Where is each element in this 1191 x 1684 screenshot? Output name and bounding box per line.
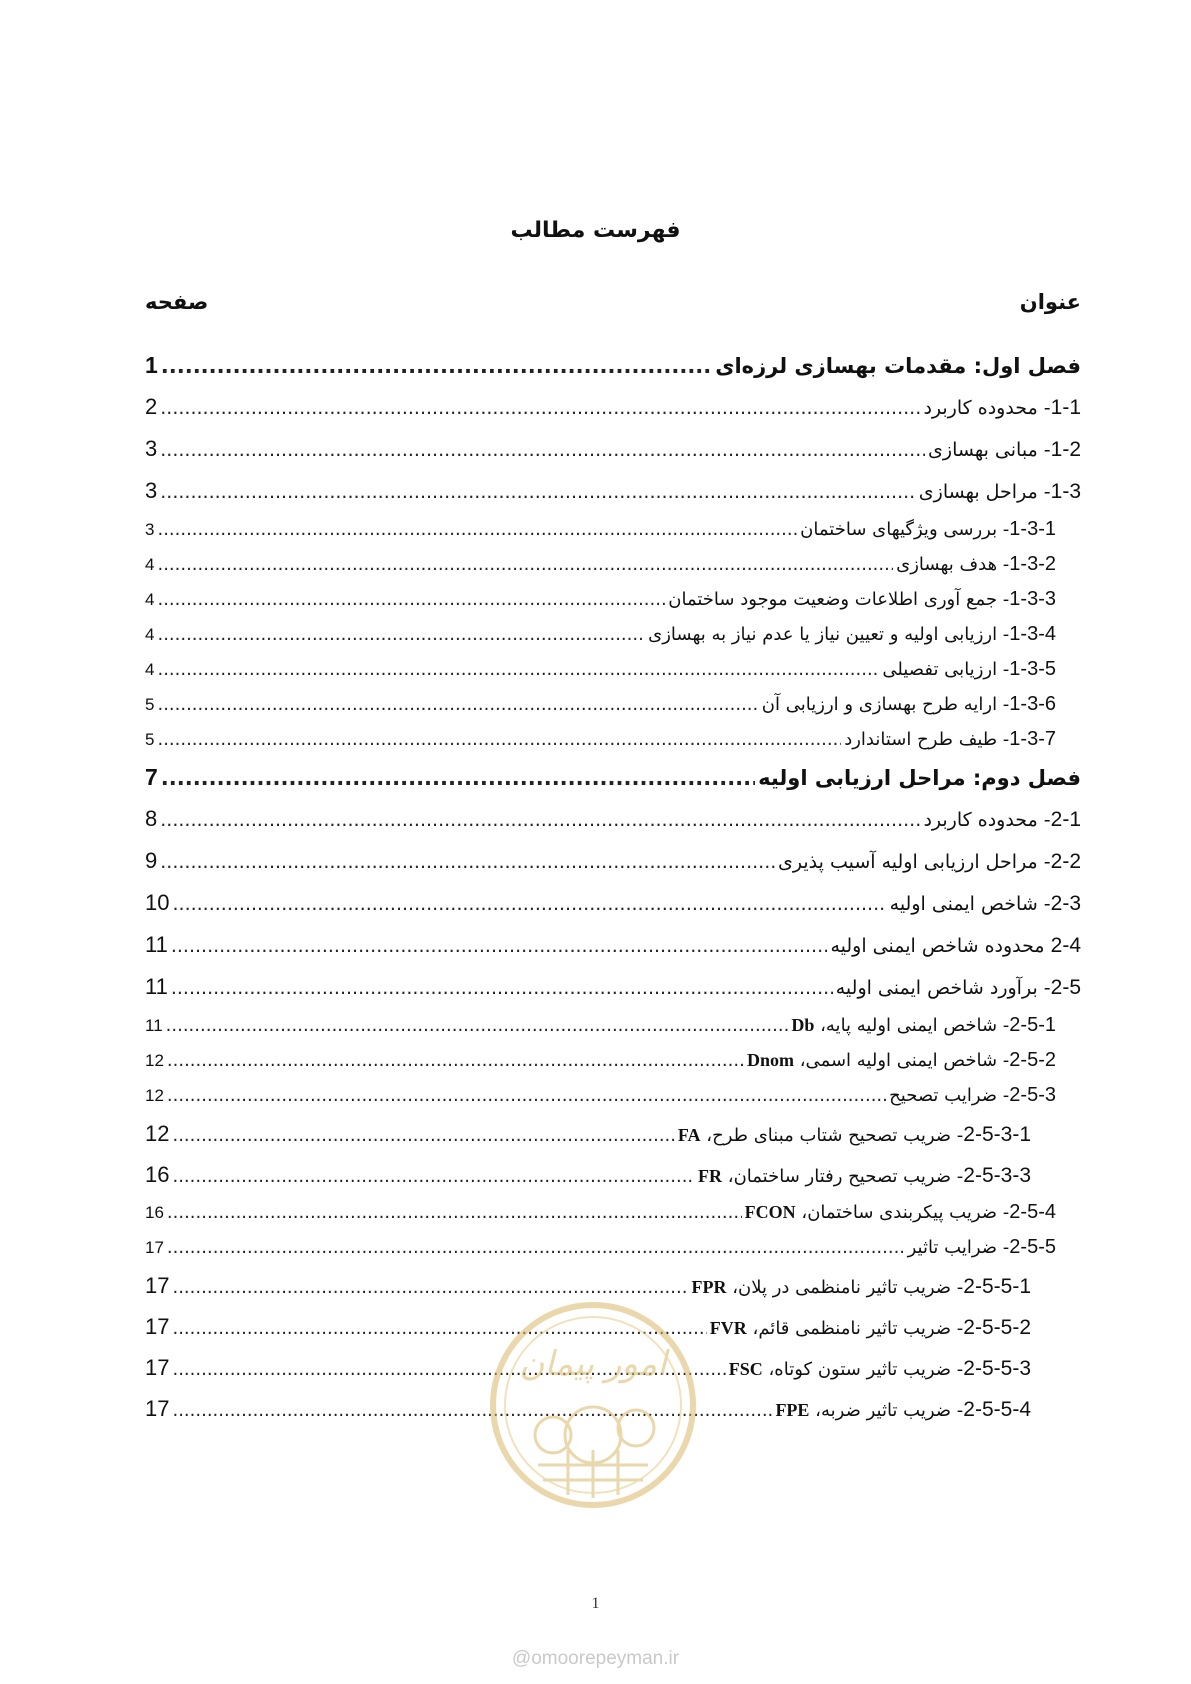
toc-entry-number: 2-2 bbox=[1050, 850, 1081, 873]
table-of-contents bbox=[145, 345, 1081, 1429]
toc-entry-text: محدوده شاخص ایمنی اولیه bbox=[830, 935, 1051, 957]
toc-entry-title bbox=[758, 758, 1081, 799]
toc-entry-number: 2-5-3-1 bbox=[963, 1123, 1031, 1146]
toc-entry-text: - مراحل ارزیابی اولیه آسیب پذیری bbox=[778, 851, 1051, 873]
toc-entry-symbol: FSC bbox=[728, 1359, 763, 1379]
toc-entry-row[interactable] bbox=[145, 1113, 1081, 1154]
toc-entry-text: - شاخص ایمنی اولیه bbox=[889, 893, 1051, 915]
toc-entry-row[interactable] bbox=[145, 687, 1081, 722]
toc-entry-title bbox=[729, 1348, 1031, 1390]
watermark-text: امور پیمان bbox=[519, 1344, 667, 1384]
toc-entry-text: - محدوده کاربرد bbox=[923, 397, 1051, 419]
toc-entry-text: - مبانی بهسازی bbox=[928, 439, 1051, 461]
toc-entry-title bbox=[928, 429, 1081, 471]
toc-entry-number: 1-2 bbox=[1050, 438, 1081, 461]
toc-entry-row[interactable] bbox=[145, 966, 1081, 1008]
toc-entry-symbol: FPR bbox=[691, 1277, 727, 1297]
toc-page-number: 17 bbox=[145, 1314, 170, 1339]
toc-page-number: 8 bbox=[145, 806, 158, 831]
toc-page-number: 2 bbox=[145, 394, 158, 419]
toc-dot-leader bbox=[172, 1156, 695, 1197]
toc-page-number: 17 bbox=[145, 1355, 170, 1380]
toc-dot-leader bbox=[167, 1195, 742, 1230]
toc-entry-title bbox=[691, 1266, 1031, 1308]
toc-entry-text: - ضریب تاثیر ستون کوتاه، bbox=[768, 1359, 964, 1380]
toc-page-number: 4 bbox=[145, 555, 155, 574]
toc-page-number: 3 bbox=[145, 478, 158, 503]
toc-dot-leader bbox=[160, 429, 925, 471]
toc-entry-symbol: FA bbox=[677, 1125, 701, 1145]
toc-entry-row[interactable] bbox=[145, 386, 1081, 428]
toc-entry-text: - ضرایب تصحیح bbox=[889, 1085, 1010, 1106]
toc-entry-text: - ضریب تصحیح شتاب مبنای طرح، bbox=[706, 1125, 964, 1146]
toc-dot-leader bbox=[160, 799, 920, 841]
page-title: فهرست مطالب bbox=[510, 218, 681, 243]
toc-entry-number: 2-5-2 bbox=[1009, 1049, 1056, 1071]
toc-dot-leader bbox=[157, 722, 841, 757]
toc-chapter-row[interactable] bbox=[145, 757, 1081, 798]
toc-entry-text: - مراحل بهسازی bbox=[918, 481, 1051, 503]
toc-entry-title bbox=[889, 1078, 1056, 1113]
toc-entry-text: - ضریب تاثیر نامنظمی در پلان، bbox=[732, 1277, 964, 1298]
toc-page-number: 5 bbox=[145, 730, 155, 749]
toc-entry-text: - ارزیابی تفصیلی bbox=[882, 659, 1010, 680]
toc-entry-symbol: Db bbox=[791, 1015, 815, 1035]
toc-entry-number: 2-5-3-3 bbox=[963, 1164, 1031, 1187]
toc-entry-number: 2-5-3 bbox=[1009, 1084, 1056, 1106]
toc-dot-leader bbox=[160, 841, 775, 883]
toc-page-number: 7 bbox=[145, 764, 158, 790]
toc-dot-leader bbox=[157, 582, 665, 617]
toc-entry-text: - ضریب تاثیر ضربه، bbox=[815, 1400, 964, 1421]
toc-entry-row[interactable] bbox=[145, 1078, 1081, 1113]
toc-page-number: 4 bbox=[145, 590, 155, 609]
toc-dot-leader bbox=[171, 925, 828, 967]
toc-page-number: 3 bbox=[145, 520, 155, 539]
toc-entry-row[interactable] bbox=[145, 722, 1081, 757]
toc-entry-number: 1-1 bbox=[1050, 396, 1081, 419]
toc-entry-text: - هدف بهسازی bbox=[896, 554, 1010, 575]
toc-entry-text: فصل اول: مقدمات بهسازی لرزه‌ای bbox=[715, 354, 1081, 378]
toc-entry-row[interactable] bbox=[145, 652, 1081, 687]
toc-entry-number: 1-3-4 bbox=[1009, 623, 1056, 645]
toc-entry-title bbox=[745, 1195, 1056, 1230]
toc-entry-row[interactable] bbox=[145, 798, 1081, 840]
toc-entry-row[interactable] bbox=[145, 512, 1081, 547]
toc-entry-title bbox=[775, 1389, 1031, 1431]
toc-entry-text: - شاخص ایمنی اولیه پایه، bbox=[820, 1015, 1010, 1036]
toc-entry-number: 2-5-5-1 bbox=[963, 1275, 1031, 1298]
toc-entry-number: 2-5 bbox=[1050, 976, 1081, 999]
toc-entry-title bbox=[919, 471, 1081, 513]
toc-dot-leader bbox=[167, 1043, 744, 1078]
column-header-title: عنوان bbox=[1019, 290, 1081, 314]
toc-entry-text: - ضرایب تاثیر bbox=[907, 1237, 1010, 1258]
toc-entry-text: - ارزیابی اولیه و تعیین نیاز یا عدم نیاز به بهسازی bbox=[648, 624, 1010, 645]
toc-entry-number: 1-3 bbox=[1050, 480, 1081, 503]
toc-page-number: 16 bbox=[145, 1203, 164, 1222]
toc-dot-leader bbox=[157, 687, 758, 722]
toc-entry-text: - ضریب تصحیح رفتار ساختمان، bbox=[727, 1166, 964, 1187]
toc-entry-number: 1-3-6 bbox=[1009, 693, 1056, 715]
toc-dot-leader bbox=[172, 1115, 674, 1156]
toc-entry-title bbox=[908, 1230, 1056, 1265]
toc-dot-leader bbox=[160, 387, 920, 429]
toc-entry-number: 2-5-1 bbox=[1009, 1014, 1056, 1036]
toc-page-number: 12 bbox=[145, 1121, 170, 1146]
toc-page-number: 11 bbox=[145, 974, 168, 999]
toc-entry-title bbox=[836, 967, 1081, 1009]
toc-entry-title bbox=[747, 1043, 1056, 1078]
toc-dot-leader bbox=[167, 1230, 905, 1265]
toc-entry-text: - شاخص ایمنی اولیه اسمی، bbox=[799, 1050, 1010, 1071]
toc-dot-leader bbox=[167, 1078, 886, 1113]
toc-entry-row[interactable] bbox=[145, 1043, 1081, 1078]
toc-entry-symbol: FPE bbox=[775, 1400, 810, 1420]
toc-entry-title bbox=[778, 841, 1081, 883]
toc-entry-row[interactable] bbox=[145, 617, 1081, 652]
toc-entry-row[interactable] bbox=[145, 547, 1081, 582]
toc-entry-number: 2-3 bbox=[1050, 892, 1081, 915]
toc-entry-row[interactable] bbox=[145, 1230, 1081, 1265]
toc-entry-text: - ارایه طرح بهسازی و ارزیابی آن bbox=[761, 694, 1010, 715]
toc-page-number: 17 bbox=[145, 1238, 164, 1257]
toc-entry-title bbox=[844, 722, 1056, 757]
toc-entry-text: - بررسی ویژگیهای ساختمان bbox=[800, 519, 1010, 540]
toc-entry-symbol: Dnom bbox=[747, 1050, 795, 1070]
toc-entry-symbol: FCON bbox=[744, 1202, 796, 1222]
toc-entry-number: 2-4 bbox=[1050, 934, 1081, 957]
toc-entry-row[interactable] bbox=[145, 1008, 1081, 1043]
toc-dot-leader bbox=[160, 471, 916, 513]
toc-entry-title bbox=[800, 512, 1056, 547]
toc-entry-title bbox=[678, 1114, 1031, 1156]
toc-entry-symbol: FVR bbox=[709, 1318, 747, 1338]
toc-page-number: 3 bbox=[145, 436, 158, 461]
toc-page-number: 17 bbox=[145, 1396, 170, 1421]
toc-entry-title bbox=[698, 1155, 1031, 1197]
toc-page-number: 4 bbox=[145, 625, 155, 644]
toc-dot-leader bbox=[157, 512, 797, 547]
toc-entry-row[interactable] bbox=[145, 840, 1081, 882]
toc-entry-title bbox=[715, 346, 1081, 387]
toc-entry-row[interactable] bbox=[145, 582, 1081, 617]
toc-dot-leader bbox=[172, 883, 886, 925]
toc-page-number: 16 bbox=[145, 1162, 170, 1187]
toc-page-number: 5 bbox=[145, 695, 155, 714]
toc-entry-row[interactable] bbox=[145, 470, 1081, 512]
toc-entry-title bbox=[890, 883, 1081, 925]
toc-entry-number: 1-3-1 bbox=[1009, 518, 1056, 540]
toc-page-number: 4 bbox=[145, 660, 155, 679]
toc-entry-title bbox=[762, 687, 1056, 722]
toc-entry-title bbox=[668, 582, 1056, 617]
toc-entry-title bbox=[923, 387, 1081, 429]
toc-entry-number: 1-3-5 bbox=[1009, 658, 1056, 680]
toc-entry-title bbox=[710, 1307, 1031, 1349]
toc-page-number: 10 bbox=[145, 890, 170, 915]
toc-entry-row[interactable] bbox=[145, 1154, 1081, 1195]
watermark-seal-logo bbox=[488, 1300, 698, 1510]
toc-entry-text: - برآورد شاخص ایمنی اولیه bbox=[835, 977, 1051, 999]
toc-entry-symbol: FR bbox=[698, 1166, 723, 1186]
toc-entry-row[interactable] bbox=[145, 882, 1081, 924]
toc-dot-leader bbox=[166, 1008, 789, 1043]
toc-entry-title bbox=[648, 617, 1056, 652]
toc-entry-title bbox=[896, 547, 1056, 582]
toc-entry-number: 2-5-5-2 bbox=[963, 1316, 1031, 1339]
toc-entry-row[interactable] bbox=[145, 1195, 1081, 1230]
column-header-page: صفحه bbox=[145, 290, 209, 314]
page-number: 1 bbox=[591, 1595, 600, 1612]
toc-entry-number: 1-3-2 bbox=[1009, 553, 1056, 575]
toc-entry-text: - طیف طرح استاندارد bbox=[844, 729, 1010, 750]
toc-page-number: 17 bbox=[145, 1273, 170, 1298]
toc-entry-row[interactable] bbox=[145, 924, 1081, 966]
toc-dot-leader bbox=[171, 967, 833, 1009]
toc-entry-text: - محدوده کاربرد bbox=[923, 809, 1051, 831]
toc-entry-title bbox=[923, 799, 1081, 841]
toc-entry-title bbox=[882, 652, 1056, 687]
toc-chapter-row[interactable] bbox=[145, 345, 1081, 386]
toc-entry-text: فصل دوم: مراحل ارزیابی اولیه bbox=[758, 766, 1081, 790]
toc-page-number: 12 bbox=[145, 1051, 164, 1070]
toc-page-number: 1 bbox=[145, 352, 158, 378]
toc-entry-number: 2-5-5-3 bbox=[963, 1357, 1031, 1380]
toc-entry-text: - ضریب پیکربندی ساختمان، bbox=[801, 1202, 1010, 1223]
toc-entry-text: - ضریب تاثیر نامنظمی قائم، bbox=[752, 1318, 964, 1339]
toc-entry-number: 2-5-5-4 bbox=[963, 1398, 1031, 1421]
toc-entry-title bbox=[830, 925, 1081, 967]
toc-dot-leader bbox=[161, 346, 712, 387]
toc-page-number: 9 bbox=[145, 848, 158, 873]
toc-entry-number: 1-3-3 bbox=[1009, 588, 1056, 610]
website-watermark: @omoorepeyman.ir bbox=[511, 1648, 680, 1669]
toc-dot-leader bbox=[157, 652, 879, 687]
toc-entry-title bbox=[791, 1008, 1056, 1043]
toc-page-number: 11 bbox=[145, 1016, 163, 1035]
toc-dot-leader bbox=[157, 617, 645, 652]
toc-entry-row[interactable] bbox=[145, 428, 1081, 470]
toc-entry-number: 2-1 bbox=[1050, 808, 1081, 831]
toc-dot-leader bbox=[157, 547, 893, 582]
toc-dot-leader bbox=[161, 758, 755, 799]
toc-page-number: 11 bbox=[145, 932, 168, 957]
toc-entry-number: 2-5-4 bbox=[1009, 1201, 1056, 1223]
toc-entry-number: 1-3-7 bbox=[1009, 728, 1056, 750]
toc-page-number: 12 bbox=[145, 1086, 164, 1105]
toc-entry-number: 2-5-5 bbox=[1009, 1236, 1056, 1258]
toc-entry-text: - جمع آوری اطلاعات وضعیت موجود ساختمان bbox=[668, 589, 1010, 610]
